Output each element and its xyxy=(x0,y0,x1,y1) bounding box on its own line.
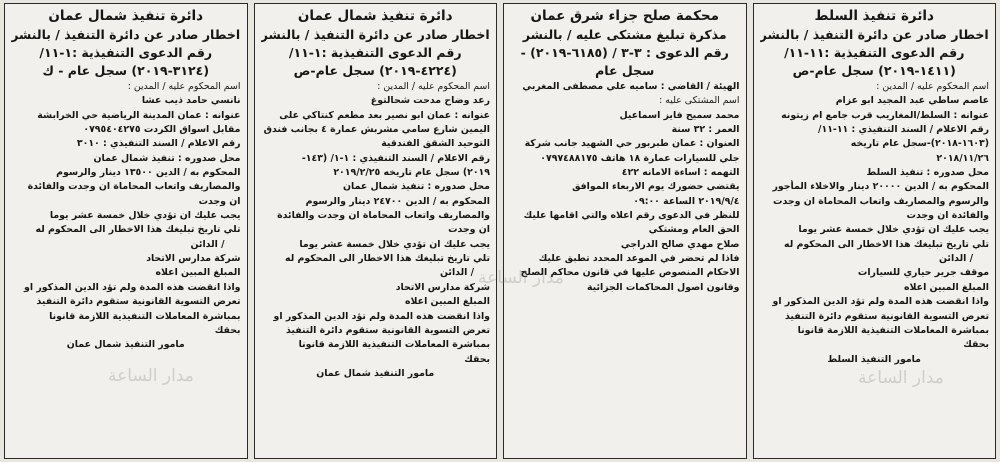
body-line: يجب عليك ان تؤدي خلال خمسة عشر يوما xyxy=(798,224,989,236)
notice-north-amman-1 xyxy=(254,3,498,459)
case-register: (٤٢٢٤-٢٠١٩) سجل عام-ص xyxy=(293,63,457,78)
body-line: التوحيد الشقق الفندقية xyxy=(381,138,490,150)
body-line: ٢٠١٩) سجل عام تاريخه ٢٠١٩/٢/٢٥ xyxy=(333,167,490,179)
body-line: رقم الاعلام / السند التنفيذي : ١١-١١/ xyxy=(818,124,989,136)
case-number: رقم الدعوى التنفيذية :١-١١/ xyxy=(39,45,213,60)
body-line: يقتضي حضورك يوم الاربعاء الموافق xyxy=(572,181,740,193)
notice-subtitle: اخطار صادر عن دائرة التنفيذ / بالنشر xyxy=(11,27,241,42)
signature-line: مامور التنفيذ شمال عمان xyxy=(66,339,185,351)
notice-sulh-court xyxy=(503,3,747,459)
body-line: واذا انقضت هذه المدة ولم تؤد الدين المذكور او xyxy=(772,296,989,308)
body-line: المحكوم به / الدين ٢٠٠٠٠ دينار والاخلاء المأجور xyxy=(772,181,989,193)
body-line: يجب عليك ان تؤدي خلال خمسة عشر يوما xyxy=(299,238,490,250)
notice-title: دائرة تنفيذ السلط xyxy=(814,8,934,24)
body-line: ٢٠١٩/٩/٤ الساعة ٠٩:٠٠ xyxy=(633,195,740,207)
signature-line: مامور التنفيذ شمال عمان xyxy=(316,367,435,379)
body-line: عنوانه : عمان المدينة الرياضية حي الخرابشة xyxy=(37,109,241,121)
body-line: صلاح مهدي صالح الدراجي xyxy=(620,238,740,250)
body-line: اسم المحكوم عليه / المدين : xyxy=(377,81,490,92)
body-line: والمصاريف واتعاب المحاماة ان وجدت والفائدة xyxy=(277,210,490,222)
body-line: بحقك xyxy=(464,353,490,365)
body-line: شركة مدارس الاتحاد xyxy=(146,253,241,265)
body-line: والمصاريف واتعاب المحاماة ان وجدت والفائدة xyxy=(27,181,241,193)
body-line: ان وجدت xyxy=(198,195,241,207)
notice-title: محكمة صلح جزاء شرق عمان xyxy=(530,8,720,24)
body-line: اسم المحكوم عليه / المدين : xyxy=(127,81,241,92)
body-line: رقم الاعلام / السند التنفيذي : ١-١/ (١٤٣- xyxy=(301,152,490,164)
body-line: واذا انقضت هذه المدة ولم تؤد الدين المذكور او xyxy=(24,281,241,293)
notice-title: دائرة تنفيذ شمال عمان xyxy=(48,8,204,24)
body-line: التهمه : اساءة الامانه ٤٢٢ xyxy=(621,167,740,179)
body-line: عنوانه : عمان ابو نصير بعد مطعم كنتاكي على xyxy=(279,109,490,121)
body-line: المحكوم به / الدين ٢٤٧٠٠ دينار والرسوم xyxy=(305,195,490,207)
body-line: للنظر في الدعوى رقم اعلاه والتي اقامها عليك xyxy=(523,210,740,222)
body-line: مقابل اسواق الكردت ٠٧٩٥٤٠٤٢٧٥ xyxy=(83,124,241,136)
signature-line: مامور التنفيذ السلط xyxy=(827,353,921,365)
body-line: عاصم ساطي عبد المجيد ابو عزام xyxy=(835,95,989,107)
body-line: عنوانه : السلط/المغاريب قرب جامع ام زيتونه xyxy=(781,109,989,121)
body-line: تلي تاريخ تبليغك هذا الاخطار الى المحكوم له xyxy=(784,238,989,250)
body-line: بحقك xyxy=(963,339,989,351)
body-line: ان وجدت xyxy=(448,224,490,236)
body-line: محل صدوره : تنفيذ شمال عمان xyxy=(343,181,490,193)
body-line: والرسوم والمصاريف واتعاب المحاماة ان وجدت xyxy=(773,195,989,207)
notice-title: دائرة تنفيذ شمال عمان xyxy=(297,8,453,24)
watermark-text: مدار الساعة xyxy=(108,366,194,386)
body-line: المحكوم به / الدين ١٣٥٠٠ دينار والرسوم xyxy=(56,167,241,179)
body-line: بمباشرة المعاملات التنفيذية اللازمة قانونا xyxy=(298,339,490,351)
notice-salt xyxy=(753,3,997,459)
body-line: محل صدوره : تنفيذ شمال عمان xyxy=(93,152,241,164)
case-register: سجل عام xyxy=(595,63,655,78)
case-number: رقم الدعوى التنفيذية :١١-١١/ xyxy=(784,45,965,60)
body-line: وقانون اصول المحاكمات الجزائية xyxy=(586,281,740,293)
notice-subtitle: مذكرة تبليغ مشتكى عليه / بالنشر xyxy=(522,27,727,42)
body-line: الحق العام ومشتكي xyxy=(648,224,740,236)
body-line: بمباشرة المعاملات التنفيذية اللازمة قانونا xyxy=(797,324,989,336)
body-line: / الدائن xyxy=(938,253,973,265)
body-line: المبلغ المبين اعلاه xyxy=(405,296,490,308)
body-line: المبلغ المبين اعلاه xyxy=(904,281,989,293)
body-line: ٢٠١٨/١١/٢٦ xyxy=(936,152,989,164)
body-line: / الدائن xyxy=(439,267,474,279)
body-line: تعرض التسوية القانونية ستقوم دائرة التنفيذ xyxy=(784,310,989,322)
body-line: رعد وضاح مدحت شحالتوغ xyxy=(370,95,490,107)
body-line: الهيئة / القاضي : ساميه علي مصطفى المغربي xyxy=(522,81,740,92)
body-line: / الدائن xyxy=(190,238,225,250)
case-register: (١٤١١-٢٠١٩) سجل عام-ص xyxy=(792,63,956,78)
body-line: الاحكام المنصوص عليها في قانون محاكم الصلح xyxy=(520,267,740,279)
body-line: واذا انقضت هذه المدة ولم تؤد الدين المذكور او xyxy=(273,310,490,322)
watermark-text: مدار الساعة xyxy=(478,268,564,288)
body-line: رقم الاعلام / السند التنفيذي : ٣٠١٠ xyxy=(76,138,241,150)
body-line: تلي تاريخ تبليغك هذا الاخطار الى المحكوم له xyxy=(35,224,241,236)
body-line: شركة مدارس الاتحاد xyxy=(395,281,490,293)
body-line: محل صدوره : تنفيذ السلط xyxy=(866,167,989,179)
body-line: (١٦٠٣-٢٠١٨)-سجل عام تاريخه xyxy=(850,138,989,150)
body-line: تعرض التسوية القانونية ستقوم دائرة التنفيذ xyxy=(36,296,241,308)
body-line: اسم المحكوم عليه / المدين : xyxy=(876,81,989,92)
body-line: المبلغ المبين اعلاه xyxy=(155,267,241,279)
case-register: (٣١٢٤-٢٠١٩) سجل عام - ك xyxy=(42,63,210,78)
case-number: رقم الدعوى التنفيذية :١-١١/ xyxy=(288,45,462,60)
body-line: محمد سميح فايز اسماعيل xyxy=(619,109,740,121)
body-line: يجب عليك ان تؤدي خلال خمسة عشر يوما xyxy=(49,210,241,222)
body-line: فاذا لم تحضر في الموعد المحدد تطبق عليك xyxy=(538,253,740,265)
body-line: اليمين شارع سامي مشربش عمارة ٤ بجانب فندق xyxy=(263,124,490,136)
body-line: اسم المشتكى عليه : xyxy=(659,95,740,107)
body-line: بحقك xyxy=(214,324,241,336)
body-line: تلي تاريخ تبليغك هذا الاخطار الى المحكوم له xyxy=(285,253,490,265)
body-line: نانسي حامد ذيب عشا xyxy=(141,95,241,107)
body-line: جلي للسيارات عمارة ١٨ هاتف ٠٧٩٧٤٨٨١٧٥ xyxy=(540,152,740,164)
notice-subtitle: اخطار صادر عن دائرة التنفيذ / بالنشر xyxy=(759,27,989,42)
body-line: موقف جرير حياري للسيارات xyxy=(857,267,989,279)
body-line: بمباشرة المعاملات التنفيذية اللازمة قانونا xyxy=(49,310,241,322)
body-line: والفائدة ان وجدت xyxy=(906,210,989,222)
notice-north-amman-2 xyxy=(4,3,248,459)
body-line: تعرض التسوية القانونية ستقوم دائرة التنفيذ xyxy=(285,324,490,336)
body-line: العمر : ٣٢ سنة xyxy=(671,124,740,136)
notice-subtitle: اخطار صادر عن دائرة التنفيذ / بالنشر xyxy=(260,27,490,42)
body-line: العنوان : عمان طبربور حي الشهيد جانب شركة xyxy=(524,138,740,150)
watermark-text: مدار الساعة xyxy=(858,368,944,388)
case-number: رقم الدعوى : ٣-٣ / (٦١٨٥-٢٠١٩) - xyxy=(520,45,729,60)
